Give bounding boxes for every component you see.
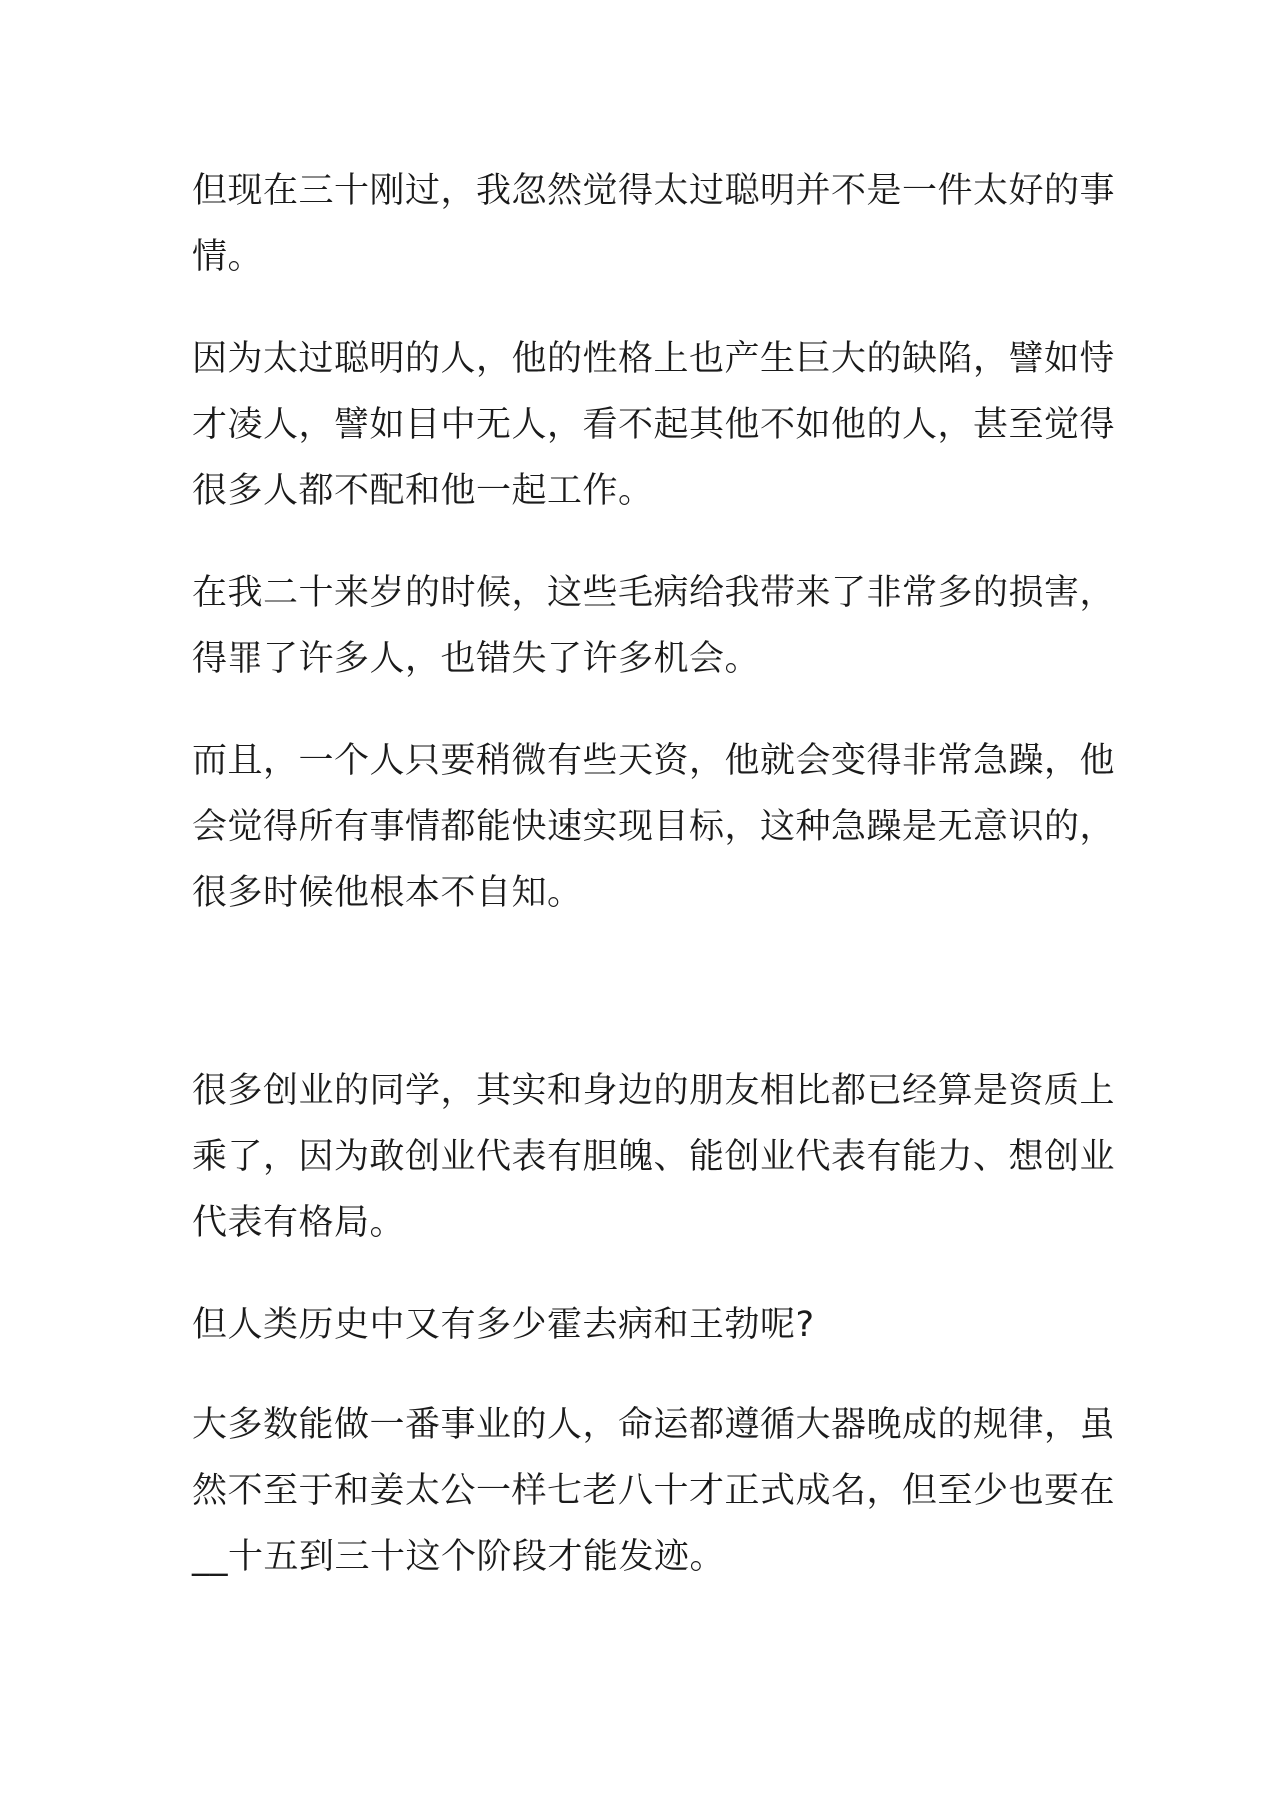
paragraph-text — [192, 1058, 1116, 1256]
paragraph-line: 乘了，因为敢创业代表有胆魄、能创业代表有能力、想创业 — [192, 1137, 1116, 1177]
paragraph-5 — [192, 1058, 1116, 1256]
paragraph-text — [192, 560, 1116, 692]
paragraph-line: 因为太过聪明的人，他的性格上也产生巨大的缺陷，譬如恃 — [192, 339, 1116, 379]
paragraph-line: 但现在三十刚过，我忽然觉得太过聪明并不是一件太好的事 — [192, 171, 1116, 211]
paragraph-line: 得罪了许多人，也错失了许多机会。 — [192, 639, 761, 679]
paragraph-6 — [192, 1292, 1092, 1358]
paragraph-line: 在我二十来岁的时候，这些毛病给我带来了非常多的损害， — [192, 573, 1116, 613]
paragraph-line: 会觉得所有事情都能快速实现目标，这种急躁是无意识的， — [192, 807, 1116, 847]
paragraph-text — [192, 1292, 1092, 1358]
paragraph-text — [192, 326, 1116, 524]
paragraph-7 — [192, 1392, 1116, 1590]
paragraph-line: 才凌人，譬如目中无人，看不起其他不如他的人，甚至觉得 — [192, 405, 1116, 445]
paragraph-line: 很多创业的同学，其实和身边的朋友相比都已经算是资质上 — [192, 1071, 1116, 1111]
paragraph-3 — [192, 560, 1116, 692]
paragraph-line: 然不至于和姜太公一样七老八十才正式成名，但至少也要在 — [192, 1471, 1116, 1511]
paragraph-text — [192, 1392, 1116, 1590]
paragraph-2 — [192, 326, 1116, 524]
paragraph-line: 大多数能做一番事业的人，命运都遵循大器晚成的规律，虽 — [192, 1405, 1116, 1445]
paragraph-line: __十五到三十这个阶段才能发迹。 — [192, 1537, 726, 1577]
paragraph-text — [192, 728, 1116, 926]
paragraph-1 — [192, 158, 1116, 290]
paragraph-4 — [192, 728, 1116, 926]
paragraph-line: 但人类历史中又有多少霍去病和王勃呢? — [192, 1305, 815, 1345]
paragraph-line: 很多时候他根本不自知。 — [192, 873, 583, 913]
paragraph-line: 代表有格局。 — [192, 1203, 406, 1243]
paragraph-line: 情。 — [192, 237, 264, 277]
paragraph-text — [192, 158, 1116, 290]
paragraph-line: 很多人都不配和他一起工作。 — [192, 471, 654, 511]
paragraph-line: 而且，一个人只要稍微有些天资，他就会变得非常急躁，他 — [192, 741, 1116, 781]
